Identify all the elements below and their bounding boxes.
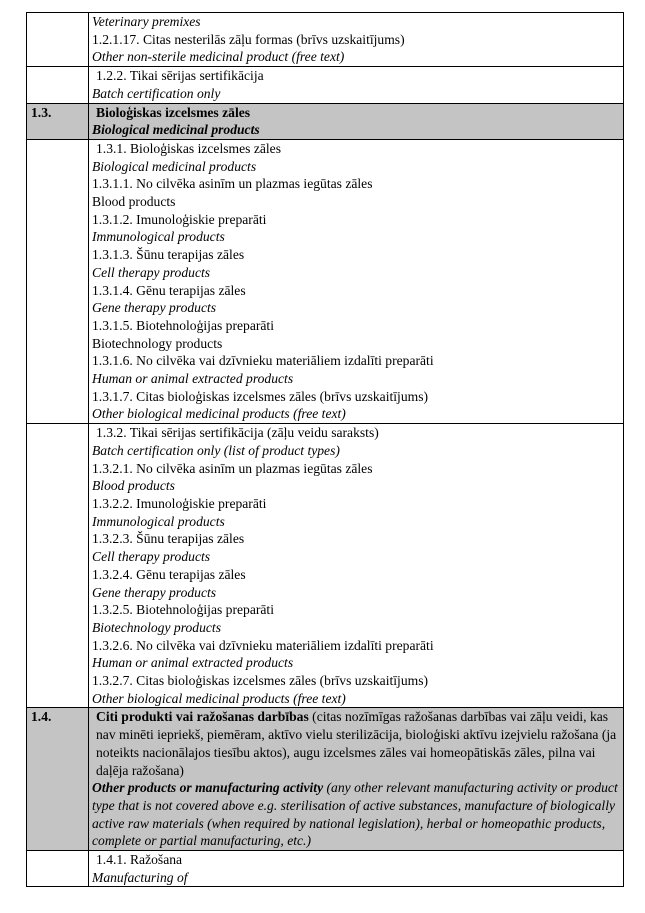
lv-text: 1.3.1.5. Biotehnoloģijas preparāti (92, 317, 274, 333)
en-text: Batch certification only (list of product types) (92, 442, 340, 458)
lv-text: 1.4.1. Ražošana (96, 852, 183, 868)
lv-text: 1.3.2.2. Imunoloģiskie preparāti (92, 495, 267, 511)
en-text: Blood products (92, 194, 176, 210)
section-title-en: Biological medicinal products (92, 122, 260, 138)
section-title-cell (89, 103, 624, 139)
section-title-lv: Citi produkti vai ražošanas darbības (96, 709, 309, 725)
table-row (27, 851, 624, 887)
row-number-cell (27, 851, 89, 887)
lv-text: 1.3.1. Bioloģiskas izcelsmes zāles (96, 140, 281, 156)
en-text: Gene therapy products (92, 300, 217, 316)
en-text: Batch certification only (92, 85, 221, 101)
table-row (27, 139, 624, 423)
section-title-lv: Bioloģiskas izcelsmes zāles (96, 104, 251, 120)
en-text: Immunological products (92, 513, 225, 529)
lv-text: 1.3.2.4. Gēnu terapijas zāles (92, 566, 246, 582)
en-text: Immunological products (92, 229, 225, 245)
en-text: Blood products (92, 478, 175, 494)
en-text: Biological medicinal products (92, 158, 257, 174)
lv-text: 1.2.2. Tikai sērijas sertifikācija (96, 68, 264, 84)
row-content-cell (89, 67, 624, 103)
en-text: Gene therapy products (92, 584, 217, 600)
en-text: Cell therapy products (92, 549, 211, 565)
section-note-lv: (citas nozīmīgas ražošanas darbības vai zāļu veidi, kas nav minēti iepriekš, piemēram, aktīvo vielu sterilizācija, bioloģiski aktīvu izejvielu ražošana (ja noteikts nacionālajos tiesību aktos), augu izcelsmes zāles vai homeopātiskās zāles, pilna vai daļēja ražošana) (96, 709, 617, 778)
en-text: Biotechnology products (92, 335, 223, 351)
lv-text: 1.3.1.7. Citas bioloģiskas izcelsmes zāles (brīvs uzskaitījums) (92, 388, 429, 404)
lv-text: 1.3.1.1. No cilvēka asinīm un plazmas iegūtas zāles (92, 176, 373, 192)
lv-text: 1.3.2.7. Citas bioloģiskas izcelsmes zāles (brīvs uzskaitījums) (92, 673, 429, 689)
en-text: Veterinary premixes (92, 14, 201, 29)
lv-text: 1.3.2.5. Biotehnoloģijas preparāti (92, 602, 274, 618)
en-text: Biotechnology products (92, 619, 221, 635)
en-text: Human or animal extracted products (92, 371, 294, 387)
lv-text: 1.3.1.2. Imunoloģiskie preparāti (92, 211, 267, 227)
table-row (27, 424, 624, 708)
section-header-row (27, 103, 624, 139)
row-number-cell (27, 139, 89, 423)
section-number: 1.3. (27, 103, 89, 139)
row-number-cell (27, 67, 89, 103)
lv-text: 1.3.1.6. No cilvēka vai dzīvnieku materiāliem izdalīti preparāti (92, 353, 434, 369)
lv-text: 1.3.2.6. No cilvēka vai dzīvnieku materiāliem izdalīti preparāti (92, 637, 434, 653)
section-description-cell (89, 708, 624, 851)
lv-text: 1.3.2. Tikai sērijas sertifikācija (zāļu veidu saraksts) (96, 425, 379, 441)
lv-text: 1.2.1.17. Citas nesterilās zāļu formas (brīvs uzskaitījums) (92, 31, 405, 47)
lv-text: 1.3.2.1. No cilvēka asinīm un plazmas iegūtas zāles (92, 460, 373, 476)
row-content-cell (89, 13, 624, 67)
section-title-en: Other products or manufacturing activity (92, 780, 324, 796)
section-number: 1.4. (27, 708, 89, 851)
en-text: Manufacturing of (92, 869, 188, 885)
authorisation-scope-table (26, 12, 624, 887)
row-content-cell (89, 851, 624, 887)
en-text: Cell therapy products (92, 264, 211, 280)
lv-text: 1.3.1.4. Gēnu terapijas zāles (92, 282, 246, 298)
row-content-cell (89, 139, 624, 423)
row-number-cell (27, 424, 89, 708)
section-description-en (92, 779, 621, 850)
section-description-lv (92, 708, 621, 779)
table-row (27, 13, 624, 67)
section-header-row (27, 708, 624, 851)
lv-text: 1.3.2.3. Šūnu terapijas zāles (92, 531, 245, 547)
en-text: Human or animal extracted products (92, 655, 294, 671)
lv-text: 1.3.1.3. Šūnu terapijas zāles (92, 247, 245, 263)
en-text: Other biological medicinal products (free text) (92, 690, 346, 706)
en-text: Other non-sterile medicinal product (free text) (92, 49, 345, 65)
row-number-cell (27, 13, 89, 67)
en-text: Other biological medicinal products (free text) (92, 406, 346, 422)
section-note-en: (any other relevant manufacturing activity or product type that is not covered above e.g. sterilisation of active substances, manufacture of biologically active raw materials (when required by national legislation), herbal or homeopathic products, complete or partial manufacturing, etc.) (92, 780, 618, 849)
table-row (27, 67, 624, 103)
row-content-cell (89, 424, 624, 708)
